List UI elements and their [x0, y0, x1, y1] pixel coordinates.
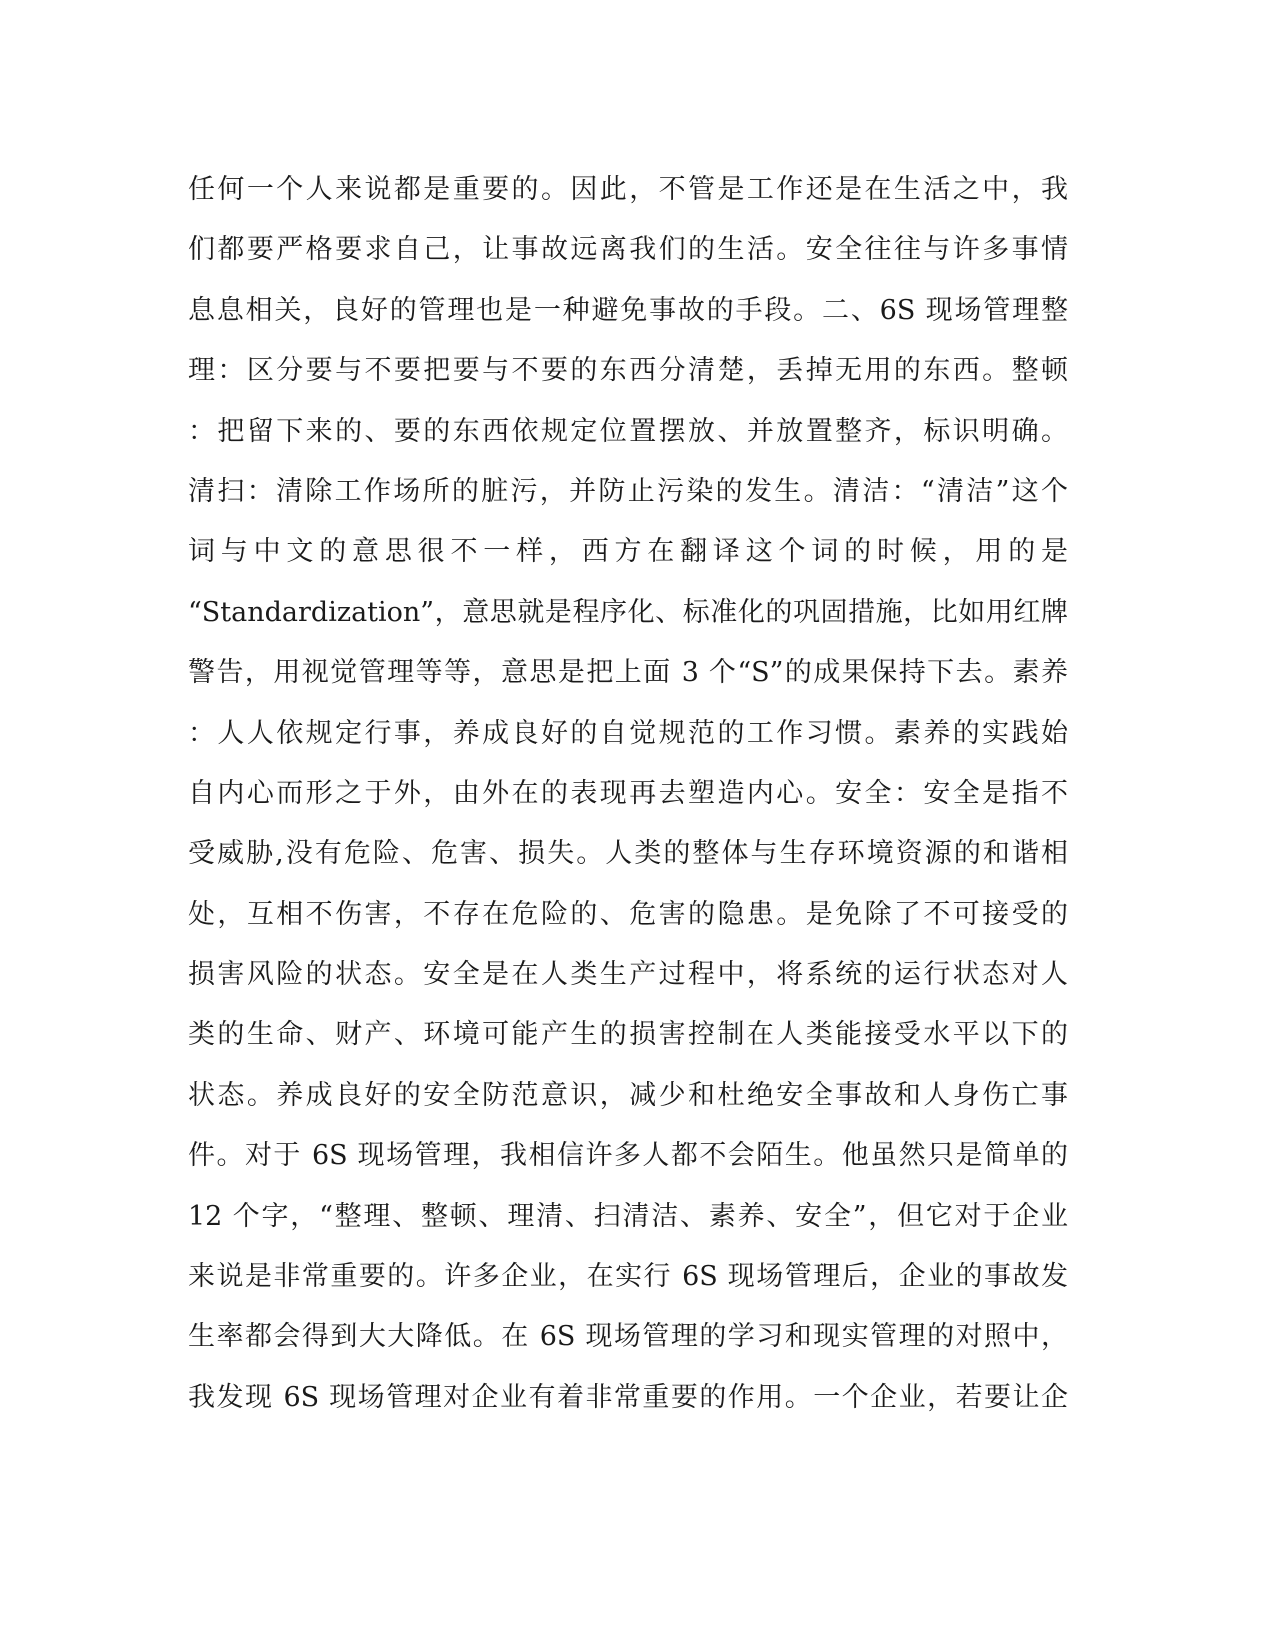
- text-line-6: 清扫：清除工作场所的脏污，并防止污染的发生。清洁：“清洁”这个: [188, 475, 1068, 507]
- text-line-3: 息息相关，良好的管理也是一种避免事故的手段。二、6S 现场管理整: [188, 294, 1068, 326]
- text-line-14: 损害风险的状态。安全是在人类生产过程中，将系统的运行状态对人: [188, 959, 1068, 991]
- text-line-7: 词与中文的意思很不一样，西方在翻译这个词的时候，用的是: [188, 536, 1068, 568]
- text-line-17: 件。对于 6S 现场管理，我相信许多人都不会陌生。他虽然只是简单的: [188, 1140, 1068, 1172]
- text-line-15: 类的生命、财产、环境可能产生的损害控制在人类能接受水平以下的: [188, 1019, 1068, 1051]
- text-line-8: “Standardization”，意思就是程序化、标准化的巩固措施，比如用红牌: [188, 596, 1068, 628]
- text-line-20: 生率都会得到大大降低。在 6S 现场管理的学习和现实管理的对照中，: [188, 1321, 1068, 1353]
- text-line-21: 我发现 6S 现场管理对企业有着非常重要的作用。一个企业，若要让企: [188, 1381, 1068, 1413]
- text-line-11: 自内心而形之于外，由外在的表现再去塑造内心。安全：安全是指不: [188, 777, 1068, 809]
- body-text: [188, 160, 1068, 1428]
- text-line-19: 来说是非常重要的。许多企业，在实行 6S 现场管理后，企业的事故发: [188, 1261, 1068, 1293]
- text-line-18: 12 个字，“整理、整顿、理清、扫清洁、素养、安全”，但它对于企业: [188, 1200, 1068, 1232]
- text-line-9: 警告，用视觉管理等等，意思是把上面 3 个“S”的成果保持下去。素养: [188, 657, 1068, 689]
- text-line-16: 状态。养成良好的安全防范意识，减少和杜绝安全事故和人身伤亡事: [188, 1079, 1068, 1111]
- text-line-1: 任何一个人来说都是重要的。因此，不管是工作还是在生活之中，我: [188, 174, 1068, 205]
- text-line-5: ：把留下来的、要的东西依规定位置摆放、并放置整齐，标识明确。: [188, 415, 1068, 447]
- text-line-2: 们都要严格要求自己，让事故远离我们的生活。安全往往与许多事情: [188, 234, 1068, 266]
- text-line-13: 处，互相不伤害，不存在危险的、危害的隐患。是免除了不可接受的: [188, 898, 1068, 930]
- text-line-12: 受威胁,没有危险、危害、损失。人类的整体与生存环境资源的和谐相: [188, 838, 1068, 870]
- text-line-10: ：人人依规定行事，养成良好的自觉规范的工作习惯。素养的实践始: [188, 717, 1068, 749]
- text-line-4: 理：区分要与不要把要与不要的东西分清楚，丢掉无用的东西。整顿: [188, 355, 1068, 387]
